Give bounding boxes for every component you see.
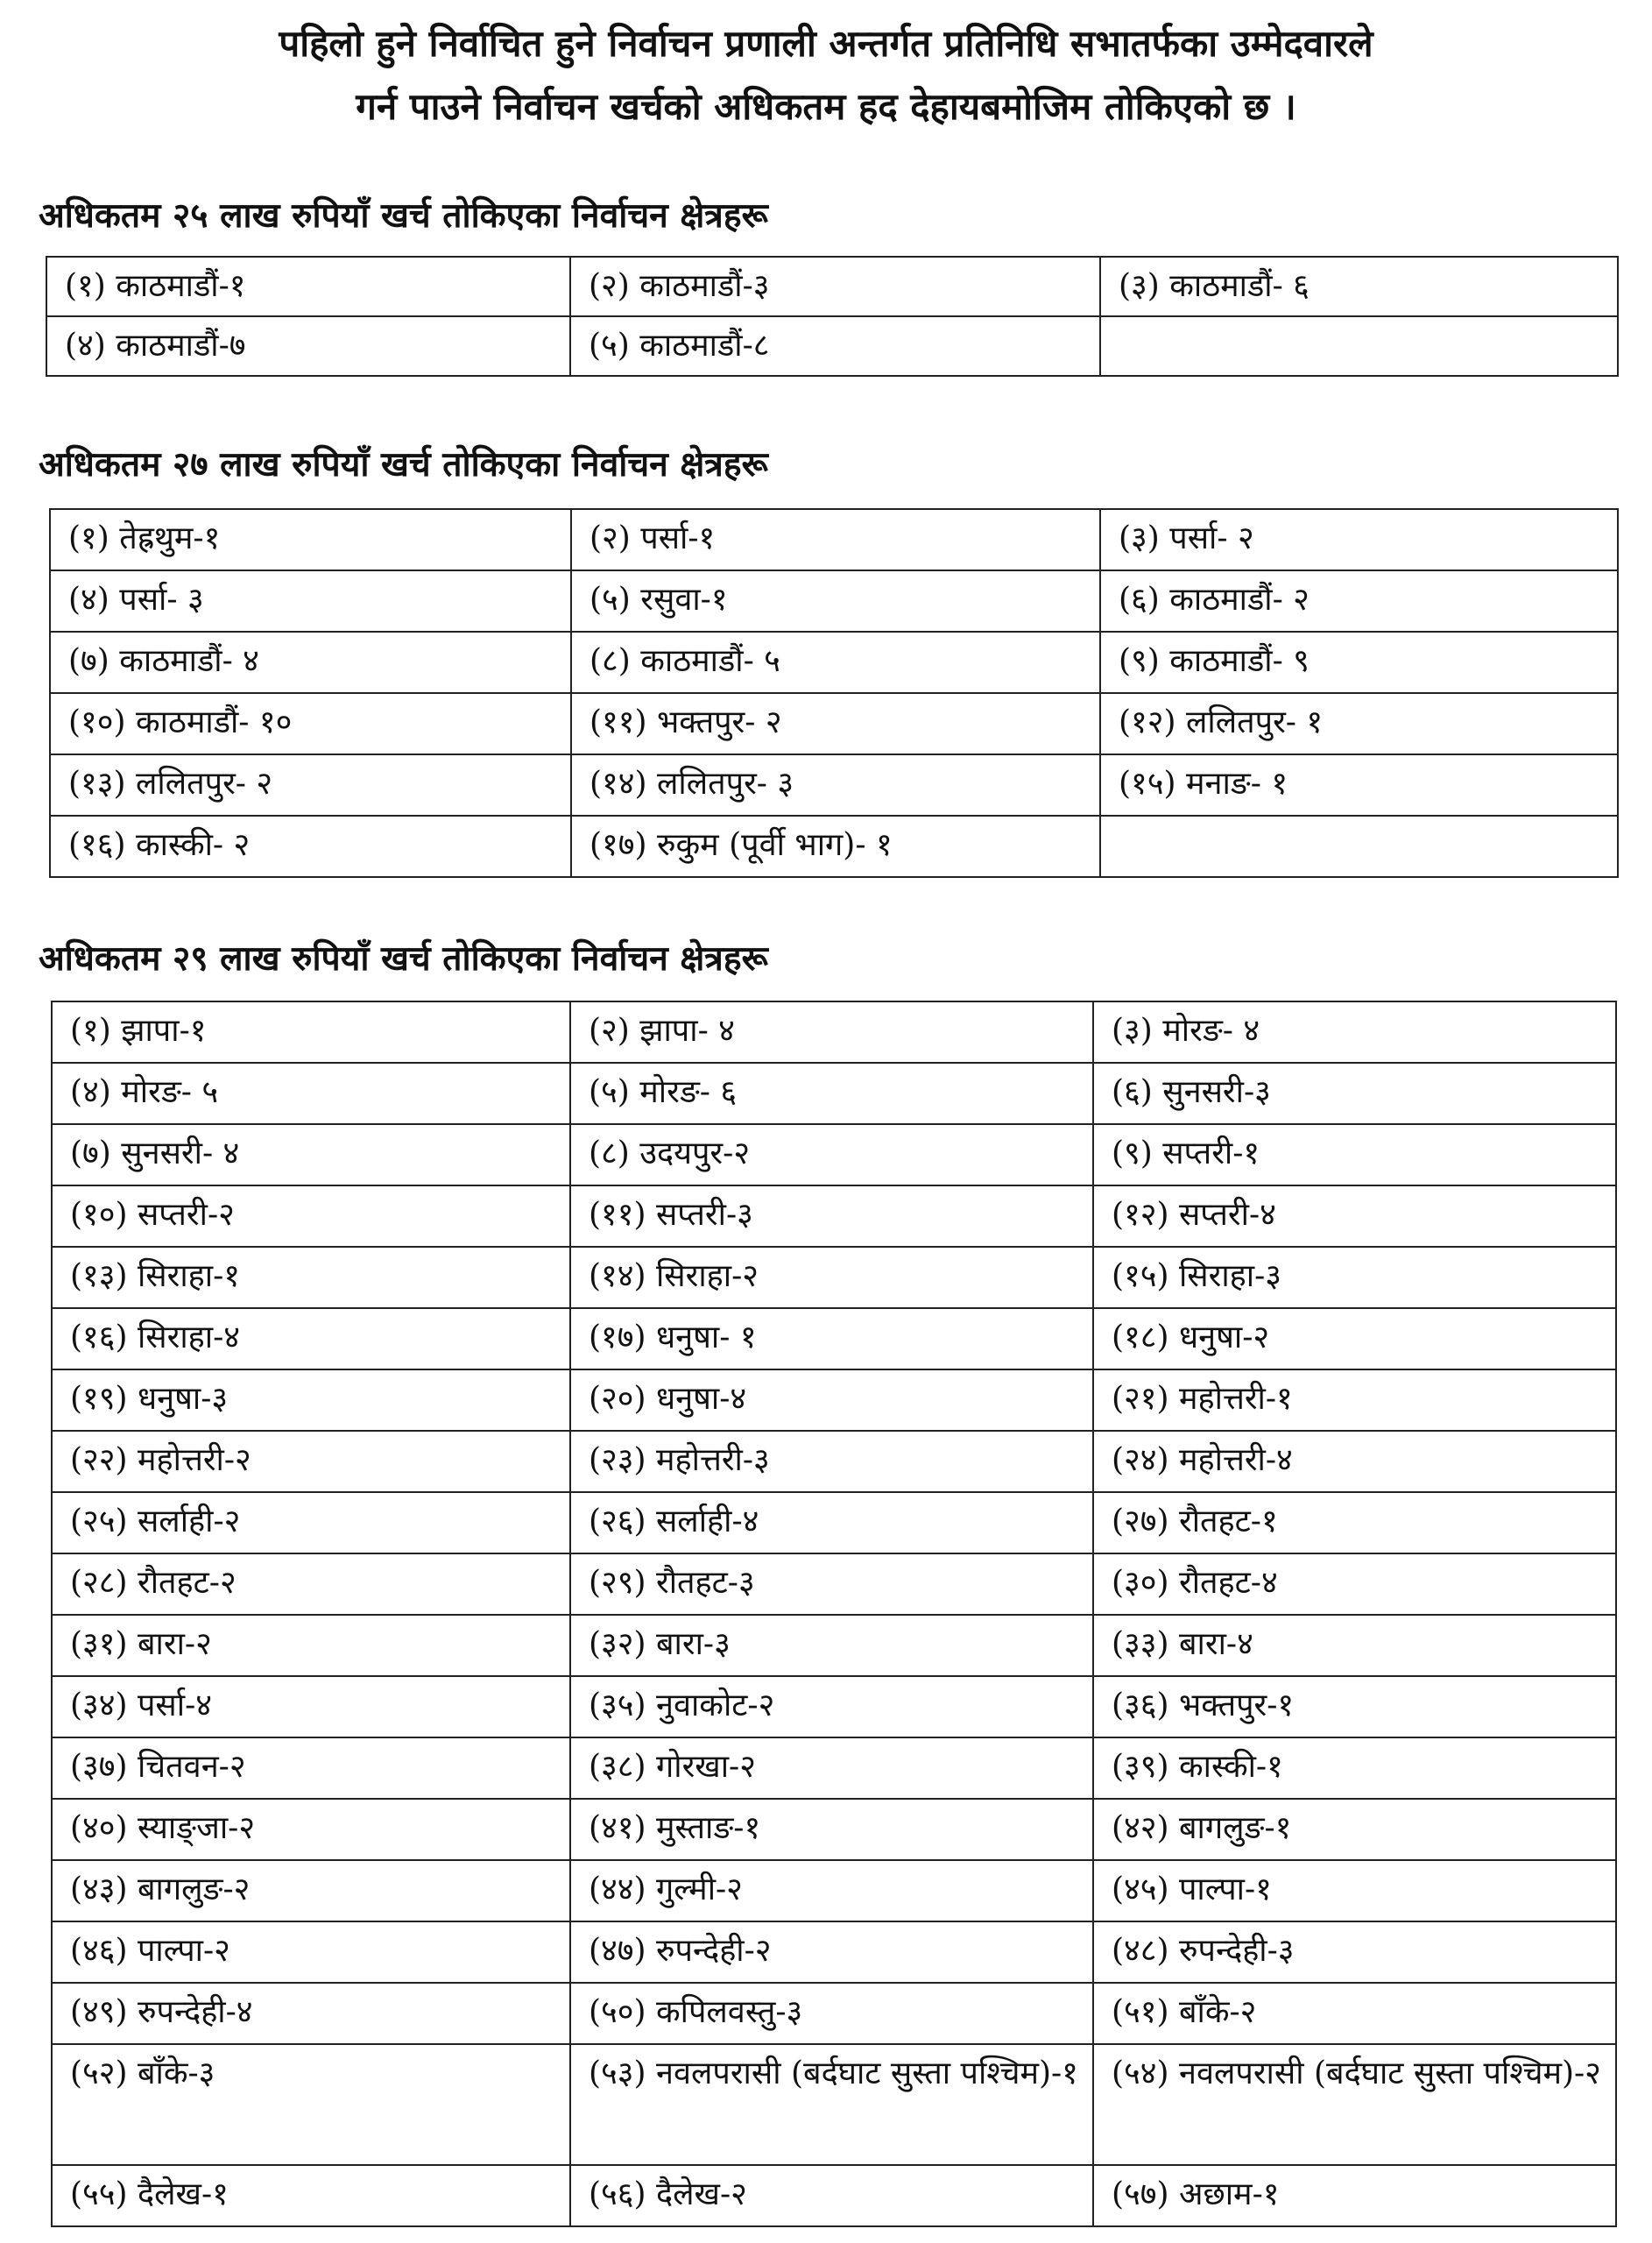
constituency-cell: (४३) बागलुङ-२ xyxy=(52,1860,570,1921)
table-row xyxy=(50,754,1618,816)
constituency-cell: (६) काठमाडौं- २ xyxy=(1100,570,1618,632)
constituency-cell: (१२) सप्तरी-४ xyxy=(1093,1185,1616,1247)
empty-cell xyxy=(1100,316,1618,376)
constituency-cell: (५) मोरङ- ६ xyxy=(570,1063,1093,1124)
section-heading-25-lakh: अधिकतम २५ लाख रुपियाँ खर्च तोकिएका निर्वाचन क्षेत्रहरू xyxy=(39,195,768,236)
constituency-table-29-lakh xyxy=(51,1001,1617,2227)
table-row xyxy=(52,1247,1616,1308)
constituency-cell: (४४) गुल्मी-२ xyxy=(570,1860,1093,1921)
constituency-cell: (१५) सिराहा-३ xyxy=(1093,1247,1616,1308)
constituency-cell: (४०) स्याङ्जा-२ xyxy=(52,1799,570,1860)
constituency-cell: (२०) धनुषा-४ xyxy=(570,1369,1093,1431)
constituency-cell: (१६) कास्की- २ xyxy=(50,816,571,877)
constituency-cell: (१३) ललितपुर- २ xyxy=(50,754,571,816)
constituency-cell: (५७) अछाम-१ xyxy=(1093,2165,1616,2226)
table-row xyxy=(50,693,1618,754)
constituency-cell: (११) भक्तपुर- २ xyxy=(571,693,1100,754)
table-row xyxy=(52,1737,1616,1799)
table-row xyxy=(46,316,1618,376)
constituency-cell: (२९) रौतहट-३ xyxy=(570,1553,1093,1615)
table-row xyxy=(52,1308,1616,1369)
constituency-cell: (९) सप्तरी-१ xyxy=(1093,1124,1616,1185)
table-row xyxy=(52,1676,1616,1737)
constituency-cell: (२) झापा- ४ xyxy=(570,1001,1093,1063)
section-heading-27-lakh: अधिकतम २७ लाख रुपियाँ खर्च तोकिएका निर्वाचन क्षेत्रहरू xyxy=(39,444,768,485)
constituency-cell: (१४) सिराहा-२ xyxy=(570,1247,1093,1308)
constituency-cell: (३३) बारा-४ xyxy=(1093,1615,1616,1676)
table-row xyxy=(52,1799,1616,1860)
constituency-cell: (३) काठमाडौं- ६ xyxy=(1100,257,1618,316)
constituency-cell: (४७) रुपन्देही-२ xyxy=(570,1921,1093,1983)
constituency-cell: (३०) रौतहट-४ xyxy=(1093,1553,1616,1615)
constituency-cell: (४८) रुपन्देही-३ xyxy=(1093,1921,1616,1983)
constituency-table-27-lakh xyxy=(49,508,1619,878)
constituency-cell: (४) मोरङ- ५ xyxy=(52,1063,570,1124)
constituency-cell: (५४) नवलपरासी (बर्दघाट सुस्ता पश्चिम)-२ xyxy=(1093,2044,1616,2165)
constituency-cell: (५) काठमाडौं-८ xyxy=(570,316,1100,376)
table-row xyxy=(52,1553,1616,1615)
table-row xyxy=(52,1124,1616,1185)
constituency-cell: (५१) बाँके-२ xyxy=(1093,1983,1616,2044)
constituency-cell: (८) उदयपुर-२ xyxy=(570,1124,1093,1185)
constituency-cell: (४१) मुस्ताङ-१ xyxy=(570,1799,1093,1860)
table-row xyxy=(50,632,1618,693)
constituency-cell: (३२) बारा-३ xyxy=(570,1615,1093,1676)
constituency-cell: (१५) मनाङ- १ xyxy=(1100,754,1618,816)
table-row xyxy=(52,1860,1616,1921)
constituency-cell: (३) पर्सा- २ xyxy=(1100,509,1618,570)
constituency-cell: (२८) रौतहट-२ xyxy=(52,1553,570,1615)
constituency-cell: (१७) रुकुम (पूर्वी भाग)- १ xyxy=(571,816,1100,877)
constituency-cell: (५३) नवलपरासी (बर्दघाट सुस्ता पश्चिम)-१ xyxy=(570,2044,1093,2165)
table-row xyxy=(52,1983,1616,2044)
intro-paragraph xyxy=(53,12,1599,138)
constituency-cell: (६) सुनसरी-३ xyxy=(1093,1063,1616,1124)
constituency-cell: (२७) रौतहट-१ xyxy=(1093,1492,1616,1553)
table-row xyxy=(50,816,1618,877)
table-row xyxy=(50,570,1618,632)
constituency-cell: (१) काठमाडौं-१ xyxy=(46,257,570,316)
constituency-cell: (१३) सिराहा-१ xyxy=(52,1247,570,1308)
section-heading-29-lakh: अधिकतम २९ लाख रुपियाँ खर्च तोकिएका निर्वाचन क्षेत्रहरू xyxy=(39,938,768,979)
constituency-cell: (२४) महोत्तरी-४ xyxy=(1093,1431,1616,1492)
constituency-cell: (२) पर्सा-१ xyxy=(571,509,1100,570)
constituency-cell: (४९) रुपन्देही-४ xyxy=(52,1983,570,2044)
constituency-cell: (३) मोरङ- ४ xyxy=(1093,1001,1616,1063)
constituency-cell: (३७) चितवन-२ xyxy=(52,1737,570,1799)
constituency-cell: (५०) कपिलवस्तु-३ xyxy=(570,1983,1093,2044)
table-row xyxy=(52,2165,1616,2226)
table-row xyxy=(52,1615,1616,1676)
table-row xyxy=(52,1369,1616,1431)
constituency-cell: (१२) ललितपुर- १ xyxy=(1100,693,1618,754)
constituency-cell: (५) रसुवा-१ xyxy=(571,570,1100,632)
empty-cell xyxy=(1100,816,1618,877)
table-row xyxy=(50,509,1618,570)
constituency-cell: (५५) दैलेख-१ xyxy=(52,2165,570,2226)
constituency-cell: (१) झापा-१ xyxy=(52,1001,570,1063)
table-row xyxy=(52,1063,1616,1124)
constituency-cell: (८) काठमाडौं- ५ xyxy=(571,632,1100,693)
constituency-cell: (७) सुनसरी- ४ xyxy=(52,1124,570,1185)
constituency-cell: (१७) धनुषा- १ xyxy=(570,1308,1093,1369)
constituency-table-25-lakh xyxy=(46,256,1619,377)
constituency-cell: (९) काठमाडौं- ९ xyxy=(1100,632,1618,693)
table-row xyxy=(52,1185,1616,1247)
constituency-cell: (१४) ललितपुर- ३ xyxy=(571,754,1100,816)
constituency-cell: (३५) नुवाकोट-२ xyxy=(570,1676,1093,1737)
constituency-cell: (१६) सिराहा-४ xyxy=(52,1308,570,1369)
constituency-cell: (५६) दैलेख-२ xyxy=(570,2165,1093,2226)
constituency-cell: (३८) गोरखा-२ xyxy=(570,1737,1093,1799)
constituency-cell: (२६) सर्लाही-४ xyxy=(570,1492,1093,1553)
table-row xyxy=(52,2044,1616,2165)
constituency-cell: (२२) महोत्तरी-२ xyxy=(52,1431,570,1492)
constituency-cell: (४) पर्सा- ३ xyxy=(50,570,571,632)
constituency-cell: (३९) कास्की-१ xyxy=(1093,1737,1616,1799)
constituency-cell: (४२) बागलुङ-१ xyxy=(1093,1799,1616,1860)
constituency-cell: (१८) धनुषा-२ xyxy=(1093,1308,1616,1369)
table-row xyxy=(52,1431,1616,1492)
intro-line-2: गर्न पाउने निर्वाचन खर्चको अधिकतम हद देहायबमोजिम तोकिएको छ । xyxy=(356,85,1296,128)
constituency-cell: (३४) पर्सा-४ xyxy=(52,1676,570,1737)
constituency-cell: (४५) पाल्पा-१ xyxy=(1093,1860,1616,1921)
constituency-cell: (१) तेह्रथुम-१ xyxy=(50,509,571,570)
table-row xyxy=(52,1001,1616,1063)
constituency-cell: (१०) काठमाडौं- १० xyxy=(50,693,571,754)
constituency-cell: (३६) भक्तपुर-१ xyxy=(1093,1676,1616,1737)
constituency-cell: (११) सप्तरी-३ xyxy=(570,1185,1093,1247)
constituency-cell: (४) काठमाडौं-७ xyxy=(46,316,570,376)
constituency-cell: (७) काठमाडौं- ४ xyxy=(50,632,571,693)
constituency-cell: (२५) सर्लाही-२ xyxy=(52,1492,570,1553)
constituency-cell: (३१) बारा-२ xyxy=(52,1615,570,1676)
table-row xyxy=(52,1921,1616,1983)
intro-line-1: पहिलो हुने निर्वाचित हुने निर्वाचन प्रणाली अन्तर्गत प्रतिनिधि सभातर्फका उम्मेदवारले xyxy=(279,22,1373,65)
constituency-cell: (२१) महोत्तरी-१ xyxy=(1093,1369,1616,1431)
constituency-cell: (४६) पाल्पा-२ xyxy=(52,1921,570,1983)
constituency-cell: (२३) महोत्तरी-३ xyxy=(570,1431,1093,1492)
constituency-cell: (१९) धनुषा-३ xyxy=(52,1369,570,1431)
constituency-cell: (२) काठमाडौं-३ xyxy=(570,257,1100,316)
table-row xyxy=(52,1492,1616,1553)
table-row xyxy=(46,257,1618,316)
constituency-cell: (५२) बाँके-३ xyxy=(52,2044,570,2165)
constituency-cell: (१०) सप्तरी-२ xyxy=(52,1185,570,1247)
